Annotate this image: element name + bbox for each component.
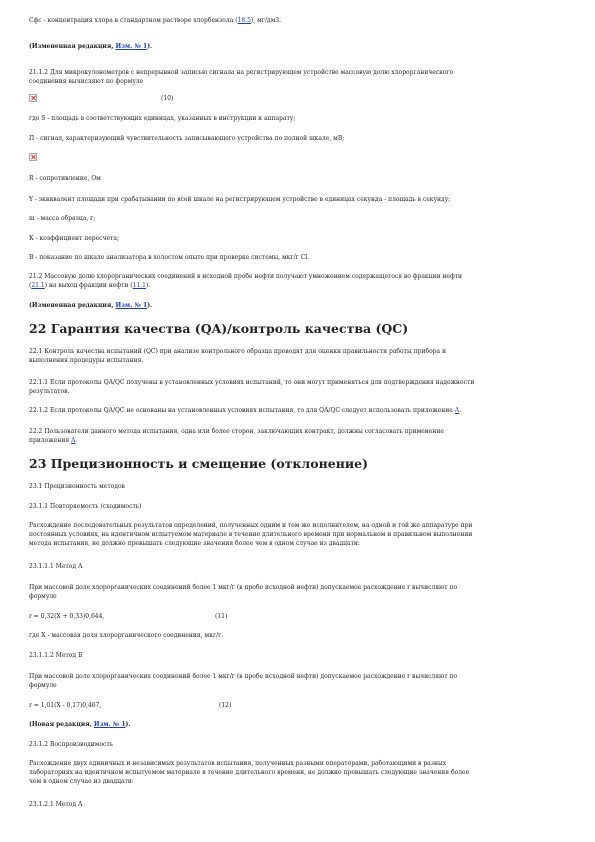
paragraph-repeatability: Расхождение последовательных результатов определений, полученных одним и тем же исполнителем, на одной и той же аппаратуре при постоянных условиях, на идентичном испытуемом материале в течение длительного времени при нормальном и правильном выполнении метода испытания, не должно превышать следующие значения более чем в одном случае из двадцати: [29,522,473,547]
amendment-note-1: (Измененная редакция, Изм. № 1). [29,43,153,50]
definition-m: m - масса образца, г; [29,215,96,222]
definition-b: В - показание по шкале анализатора в холостом опыте при проверке системы, мкг/г Cl. [29,254,310,261]
link-11-1[interactable]: 11.1 [132,282,146,289]
paragraph-21-1-2: 21.1.2 Для микрокулонометров с непрерывной записью сигнала на регистрирующем устройстве массовую долю хлорорганического соединения вычисляют по формуле [29,69,454,85]
broken-image-icon [29,153,37,161]
section-heading-23: 23 Прецизионность и смещение (отклонение) [29,456,368,471]
link-amendment-1[interactable]: Изм. № 1 [115,302,148,309]
paragraph-22-1-2: 22.1.2 Если протоколы QA/QC не основаны на установленных условиях испытания, то для QA/QC следует использовать приложение А. [29,407,462,414]
paragraph-23-1-1: 23.1.1 Повторяемость (сходимость) [29,503,142,510]
link-appendix-a[interactable]: А [454,407,460,414]
amendment-note-2: (Измененная редакция, Изм. № 1). [29,302,153,309]
formula-11: r = 0,32(X + 0,33)0,644, [29,613,105,620]
amendment-note-3: (Новая редакция, Изм. № 1). [29,721,131,728]
paragraph-22-2: 22.2 Пользователи данного метода испытания, одна или более сторон, заключающих контракт, должны согласовать применение приложения А. [29,428,444,444]
equation-number-11: (11) [215,613,228,620]
link-appendix-a[interactable]: А [71,437,76,444]
equation-number-12: (12) [219,702,232,709]
paragraph-method-b-formula: При массовой доле хлорорганических соединений более 1 мкг/г (в пробе исходной нефти) допускаемое расхождение r вычисляют по формуле [29,673,458,689]
formula-12: r = 1,01(X - 0,17)0,467, [29,702,102,709]
paragraph-23-1-1-1: 23.1.1.1 Метод А [29,563,83,570]
paragraph-method-a-formula: При массовой доле хлорорганических соединений более 1 мкг/г (в пробе исходной нефти) допускаемое расхождение r вычисляют по формуле [29,584,458,600]
definition-k: К - коэффициент пересчета; [29,235,119,242]
paragraph-22-1: 22.1 Контроль качества испытаний (QC) при анализе контрольного образца проводят для оценки правильности работы прибора и выполнения процедуры испытания. [29,348,447,364]
equation-number-10: (10) [161,95,174,102]
link-18-5[interactable]: 18.5 [237,17,251,24]
equation-12 [29,701,569,710]
paragraph-23-1: 23.1 Прецизионность методов [29,483,125,490]
broken-image-icon [29,94,37,102]
paragraph-21-2: 21.2 Массовую долю хлорорганических соединений в исходной пробе нефти получают умножением содержащегося во фракции нефти (21.1) на выход фракции нефти (11.1). [29,273,462,289]
definition-p: П - сигнал, характеризующий чувствительность записывающего устройства по полной шкале, мВ; [29,135,345,142]
paragraph-23-1-2: 23.1.2 Воспроизводимость [29,741,114,748]
definition-x: где X - массовая доля хлорорганического соединения, мкг/г. [29,632,224,639]
definition-y: Y - эквивалент площади при срабатывании по всей шкале на регистрирующем устройстве в единицах секунда - площадь в секунду; [29,196,451,203]
paragraph-reproducibility: Расхождение двух единичных и независимых результатов испытания, полученных разными операторами, работающими в разных лабораториях на идентичном испытуемом материале в течение длительного времени, не должно превышать следующие значения более чем в одном случае из двадцати: [29,760,470,785]
paragraph-22-1-1: 22.1.1 Если протоколы QA/QC получены в установленных условиях испытаний, то они могут применяться для подтверждения надежности результатов. [29,379,475,395]
definition-s: где S - площадь в соответствующих единицах, указанных в инструкции к аппарату; [29,115,296,122]
paragraph-23-1-2-1: 23.1.2.1 Метод А [29,801,83,808]
section-heading-22: 22 Гарантия качества (QA)/контроль качества (QC) [29,321,409,336]
equation-11 [29,612,569,621]
link-21-1[interactable]: 21.1 [31,282,45,289]
link-amendment-1[interactable]: Изм. № 1 [115,43,148,50]
link-amendment-1[interactable]: Изм. № 1 [93,721,126,728]
paragraph-23-1-1-2: 23.1.1.2 Метод Б [29,652,83,659]
paragraph-cfc-definition: Сфс - концентрация хлора в стандартном растворе хлорбензола (18.5), мг/дм3. [29,17,281,24]
definition-r: R - сопротивление, Ом [29,175,101,182]
